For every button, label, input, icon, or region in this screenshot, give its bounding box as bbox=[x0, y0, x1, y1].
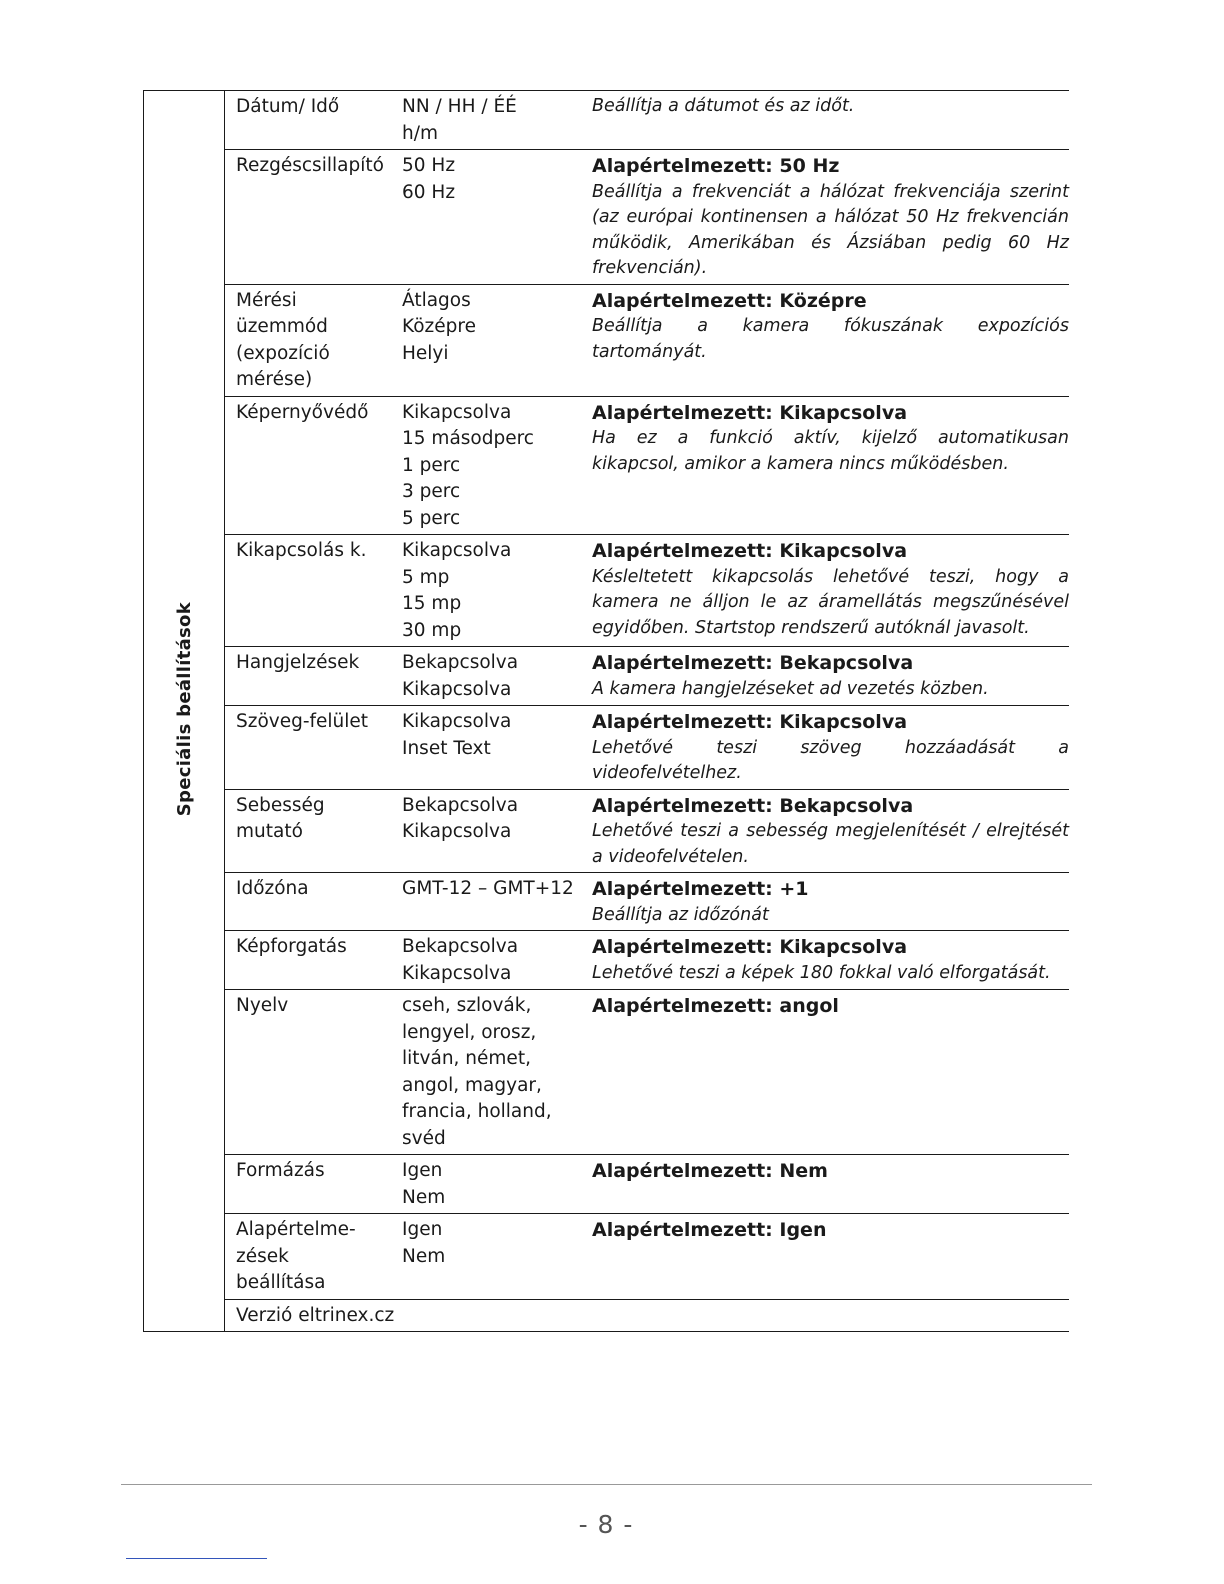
setting-option: Kikapcsolva bbox=[402, 962, 512, 984]
setting-description: Lehetővé teszi a sebesség megjelenítését / elrejtését a videofelvételen. bbox=[592, 821, 1069, 867]
setting-option: Inset Text bbox=[402, 737, 491, 759]
table-row bbox=[144, 990, 1070, 1155]
setting-description-cell bbox=[592, 931, 1069, 990]
setting-name-cell bbox=[225, 931, 403, 990]
section-title: Speciális beállítások bbox=[173, 601, 195, 817]
setting-options-cell bbox=[402, 873, 592, 931]
setting-option: 60 Hz bbox=[402, 181, 456, 203]
setting-name-cell bbox=[225, 284, 403, 396]
setting-option: cseh, szlovák, bbox=[402, 995, 532, 1016]
setting-name-line: Hangjelzések bbox=[236, 652, 360, 673]
setting-name-cell bbox=[225, 1155, 403, 1214]
setting-option: svéd bbox=[402, 1127, 446, 1149]
setting-name-cell bbox=[225, 706, 403, 790]
setting-options-cell bbox=[402, 706, 592, 790]
default-value: Alapértelmezett: Kikapcsolva bbox=[592, 711, 908, 733]
default-value: Alapértelmezett: Bekapcsolva bbox=[592, 652, 914, 674]
setting-options-cell bbox=[402, 150, 592, 285]
setting-name-line: mérése) bbox=[236, 369, 313, 390]
setting-name-cell bbox=[225, 91, 403, 150]
setting-description-cell bbox=[592, 535, 1069, 647]
setting-description: Lehetővé teszi szöveg hozzáadását a videofelvételhez. bbox=[592, 737, 1069, 783]
setting-name-line: beállítása bbox=[236, 1272, 326, 1293]
page-number: - 8 - bbox=[578, 1510, 634, 1539]
setting-option: francia, holland, bbox=[402, 1101, 552, 1122]
setting-description: Beállítja a dátumot és az időt. bbox=[592, 96, 855, 116]
setting-description: Beállítja az időzónát bbox=[592, 904, 769, 925]
default-value: Alapértelmezett: Bekapcsolva bbox=[592, 794, 914, 817]
default-value: Alapértelmezett: angol bbox=[592, 995, 839, 1017]
setting-options-cell bbox=[402, 789, 592, 873]
setting-name-cell bbox=[225, 1214, 403, 1300]
table-row bbox=[144, 396, 1070, 535]
table-row bbox=[144, 931, 1070, 990]
setting-description-cell bbox=[592, 396, 1069, 535]
setting-name-line: Sebesség bbox=[236, 794, 325, 816]
setting-name-cell bbox=[225, 647, 403, 706]
setting-name-line: Nyelv bbox=[236, 995, 289, 1016]
setting-options-cell bbox=[402, 284, 592, 396]
setting-options-cell bbox=[402, 647, 592, 706]
table-row bbox=[144, 1155, 1070, 1214]
setting-description-cell bbox=[592, 284, 1069, 396]
setting-option: h/m bbox=[402, 122, 438, 144]
setting-option: lengyel, orosz, bbox=[402, 1021, 537, 1043]
setting-option: Kikapcsolva bbox=[402, 540, 512, 561]
setting-description-cell bbox=[592, 150, 1069, 285]
footer-divider bbox=[121, 1484, 1092, 1485]
setting-options-cell bbox=[402, 1214, 592, 1300]
setting-name-line: mutató bbox=[236, 821, 303, 842]
setting-options-cell bbox=[402, 990, 592, 1155]
setting-description-cell bbox=[592, 990, 1069, 1155]
setting-option: Átlagos bbox=[402, 289, 471, 311]
table-row bbox=[144, 535, 1070, 647]
setting-name-cell bbox=[225, 789, 403, 873]
default-value: Alapértelmezett: Igen bbox=[592, 1219, 827, 1241]
setting-name-cell bbox=[225, 535, 403, 647]
table-row bbox=[144, 150, 1070, 285]
setting-name-line: Képforgatás bbox=[236, 936, 347, 957]
table-row bbox=[144, 284, 1070, 396]
setting-description-cell bbox=[592, 789, 1069, 873]
setting-name-line: Alapértelme- bbox=[236, 1219, 356, 1240]
setting-description: Beállítja a frekvenciát a hálózat frekvenciája szerint (az európai kontinensen a hálózat 50 Hz frekvencián működik, Amerikában és Ázsiában pedig 60 Hz frekvencián). bbox=[592, 181, 1069, 278]
default-value: Alapértelmezett: Középre bbox=[592, 289, 867, 312]
setting-description-cell bbox=[592, 647, 1069, 706]
default-value: Alapértelmezett: Nem bbox=[592, 1160, 828, 1182]
setting-description: Ha ez a funkció aktív, kijelző automatikusan kikapcsol, amikor a kamera nincs működésben. bbox=[592, 428, 1069, 474]
setting-options-cell bbox=[402, 396, 592, 535]
table-row bbox=[144, 1299, 1070, 1332]
setting-description-cell bbox=[592, 1155, 1069, 1214]
setting-option: Igen bbox=[402, 1160, 443, 1181]
setting-name-line: Mérési bbox=[236, 289, 297, 311]
setting-name-line: Verzió eltrinex.cz bbox=[236, 1304, 395, 1326]
setting-options-cell bbox=[402, 1155, 592, 1214]
default-value: Alapértelmezett: Kikapcsolva bbox=[592, 936, 908, 958]
setting-description: Késleltetett kikapcsolás lehetővé teszi, hogy a kamera ne álljon le az áramellátás megszűnésével egyidőben. Startstop rendszerű autóknál javasolt. bbox=[592, 566, 1069, 638]
setting-name-line: Időzóna bbox=[236, 878, 309, 899]
setting-option: Bekapcsolva bbox=[402, 652, 519, 673]
setting-name-line: zések bbox=[236, 1245, 289, 1267]
setting-option: Bekapcsolva bbox=[402, 794, 519, 816]
setting-option: 30 mp bbox=[402, 619, 462, 641]
setting-option: Kikapcsolva bbox=[402, 821, 512, 842]
setting-option: Kikapcsolva bbox=[402, 711, 512, 732]
setting-option: 3 perc bbox=[402, 481, 461, 502]
table-row bbox=[144, 91, 1070, 150]
setting-option: 50 Hz bbox=[402, 155, 456, 176]
setting-name-line: Kikapcsolás k. bbox=[236, 540, 367, 561]
setting-option: litván, német, bbox=[402, 1048, 531, 1069]
setting-name-cell bbox=[225, 396, 403, 535]
setting-option: 15 másodperc bbox=[402, 428, 534, 449]
setting-name-line: Formázás bbox=[236, 1160, 325, 1181]
settings-table bbox=[143, 90, 1069, 1332]
setting-name-cell bbox=[225, 990, 403, 1155]
setting-description: Beállítja a kamera fókuszának expozíciós tartományát. bbox=[592, 316, 1069, 362]
setting-description: A kamera hangjelzéseket ad vezetés közben. bbox=[592, 678, 989, 699]
setting-option: Bekapcsolva bbox=[402, 936, 519, 957]
setting-description-cell bbox=[592, 873, 1069, 931]
setting-name-cell bbox=[225, 873, 403, 931]
setting-description-cell bbox=[592, 91, 1069, 150]
table-row bbox=[144, 789, 1070, 873]
setting-description-cell bbox=[592, 1214, 1069, 1300]
setting-options-cell bbox=[402, 931, 592, 990]
setting-option: Helyi bbox=[402, 342, 449, 364]
setting-name-line: Rezgéscsillapító bbox=[236, 155, 384, 176]
setting-name-line: üzemmód bbox=[236, 316, 328, 337]
setting-name-line: (expozíció bbox=[236, 342, 330, 364]
setting-option: Kikapcsolva bbox=[402, 678, 512, 700]
setting-option: GMT-12 – GMT+12 bbox=[402, 878, 574, 899]
setting-option: angol, magyar, bbox=[402, 1074, 542, 1096]
default-value: Alapértelmezett: Kikapcsolva bbox=[592, 401, 908, 424]
setting-name-cell bbox=[225, 150, 403, 285]
setting-option: Nem bbox=[402, 1186, 446, 1208]
setting-option: Igen bbox=[402, 1219, 443, 1240]
setting-option: Nem bbox=[402, 1245, 446, 1267]
table-row bbox=[144, 873, 1070, 931]
setting-option: Középre bbox=[402, 316, 476, 337]
setting-name-line: Dátum/ Idő bbox=[236, 96, 340, 117]
table-row bbox=[144, 1214, 1070, 1300]
setting-option: 1 perc bbox=[402, 454, 461, 476]
setting-option: 15 mp bbox=[402, 593, 462, 614]
setting-options-cell bbox=[402, 91, 592, 150]
table-row bbox=[144, 647, 1070, 706]
setting-description: Lehetővé teszi a képek 180 fokkal való elforgatását. bbox=[592, 962, 1051, 983]
default-value: Alapértelmezett: +1 bbox=[592, 878, 809, 900]
footnote-divider bbox=[126, 1558, 267, 1559]
setting-options-cell bbox=[402, 535, 592, 647]
setting-name-cell bbox=[225, 1299, 1070, 1332]
setting-option: Kikapcsolva bbox=[402, 401, 512, 423]
setting-option: NN / HH / ÉÉ bbox=[402, 96, 517, 117]
setting-name-line: Képernyővédő bbox=[236, 401, 369, 423]
setting-name-line: Szöveg-felület bbox=[236, 711, 369, 732]
default-value: Alapértelmezett: Kikapcsolva bbox=[592, 540, 908, 562]
section-label-cell bbox=[144, 91, 225, 1332]
setting-option: 5 perc bbox=[402, 507, 461, 529]
setting-description-cell bbox=[592, 706, 1069, 790]
default-value: Alapértelmezett: 50 Hz bbox=[592, 155, 840, 177]
setting-option: 5 mp bbox=[402, 566, 450, 588]
table-row bbox=[144, 706, 1070, 790]
table-body bbox=[144, 91, 1070, 1332]
